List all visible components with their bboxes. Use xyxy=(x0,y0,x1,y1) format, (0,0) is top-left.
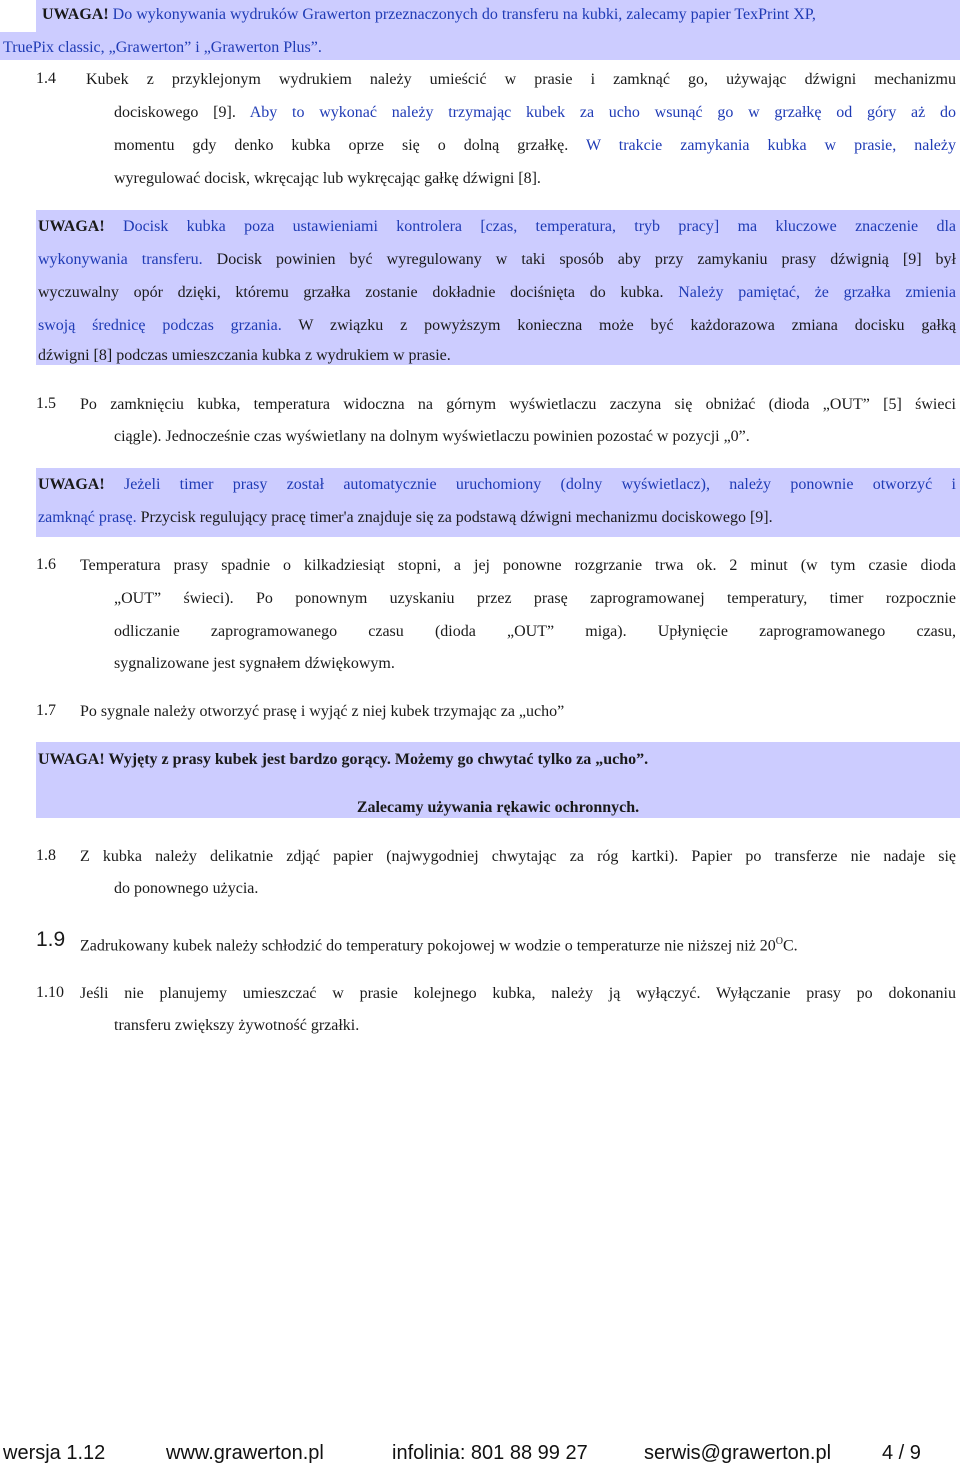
footer-page-number: 4 / 9 xyxy=(882,1442,921,1464)
footer-email-link[interactable]: serwis@grawerton.pl xyxy=(644,1442,832,1464)
section-1-10-line2: transferu zwiększy żywotność grzałki. xyxy=(114,1017,360,1034)
warning-label: UWAGA! xyxy=(42,6,109,23)
section-1-5-line1: Po zamknięciu kubka, temperatura widoczna na górnym wyświetlaczu zaczyna się obniżać (dioda „OUT” [5] świeci xyxy=(80,396,956,413)
section-1-6-line2: „OUT” świeci). Po ponownym uzyskaniu przez prasę zaprogramowanej temperatury, timer rozpocznie xyxy=(114,590,956,607)
section-1-6-line3: odliczanie zaprogramowanego czasu (dioda „OUT” miga). Upłynięcie zaprogramowanego czasu, xyxy=(114,623,956,640)
section-number: 1.5 xyxy=(36,395,56,412)
section-number: 1.4 xyxy=(36,70,56,87)
section-1-9-line1: Zadrukowany kubek należy schłodzić do temperatury pokojowej w wodzie o temperaturze nie niższej niż $20^OC$. xyxy=(80,936,798,955)
warning-timer-line1: UWAGA! Jeżeli timer prasy został automatycznie uruchomiony (dolny wyświetlacz), należy ponownie otworzyć i xyxy=(38,476,957,493)
section-1-8-line2: do ponownego użycia. xyxy=(114,880,259,897)
warning-docisk-line4: swoją średnicę podczas grzania. W związku z powyższym konieczna może być każdorazowa zmiana docisku gałką xyxy=(38,317,956,334)
warning-hot-line1: UWAGA! Wyjęty z prasy kubek jest bardzo gorący. Możemy go chwytać tylko za „ucho”. xyxy=(38,751,649,768)
section-number: 1.6 xyxy=(36,556,56,573)
section-1-6-line1: Temperatura prasy spadnie o kilkadziesiąt stopni, a jej ponowne rozgrzanie trwa ok. 2 minut (w tym czasie dioda xyxy=(80,557,956,574)
warning-hot-line2: Zalecamy używania rękawic ochronnych. xyxy=(356,799,640,816)
warning-docisk-line3: wyczuwalny opór dzięki, któremu grzałka zostanie dokładnie dociśnięta do kubka. Należy pamiętać, że grzałka zmienia xyxy=(38,284,957,301)
section-1-4-line3: momentu gdy denko kubka oprze się o dolną grzałkę. W trakcie zamykania kubka w prasie, należy xyxy=(114,137,956,154)
section-number: 1.8 xyxy=(36,847,56,864)
section-1-4-line4: wyregulować docisk, wkręcając lub wykręcając gałkę dźwigni [8]. xyxy=(114,170,541,187)
section-1-6-line4: sygnalizowane jest sygnałem dźwiękowym. xyxy=(114,655,395,672)
section-1-4-line2: dociskowego [9]. Aby to wykonać należy trzymając kubek za ucho wsunąć go w grzałkę od góry aż do xyxy=(114,104,957,121)
section-1-8-line1: Z kubka należy delikatnie zdjąć papier (najwygodniej chwytając za róg kartki). Papier po transferze nie nadaje się xyxy=(80,848,956,865)
section-number: 1.9 xyxy=(36,928,66,951)
warning-docisk-line5: dźwigni [8] podczas umieszczania kubka z wydrukiem w prasie. xyxy=(38,347,451,364)
section-1-10-line1: Jeśli nie planujemy umieszczać w prasie kolejnego kubka, należy ją wyłączyć. Wyłączanie prasy po dokonaniu xyxy=(80,985,956,1002)
section-number: 1.10 xyxy=(36,984,64,1001)
section-number: 1.7 xyxy=(36,702,56,719)
footer-website-link[interactable]: www.grawerton.pl xyxy=(166,1442,324,1464)
warning-docisk-line2: wykonywania transferu. Docisk powinien być wyregulowany w taki sposób aby przy zamykaniu prasy dźwignią [9] był xyxy=(38,251,957,268)
section-1-7-line1: Po sygnale należy otworzyć prasę i wyjąć z niej kubek trzymając za „ucho” xyxy=(80,703,565,720)
section-1-4-line1: Kubek z przyklejonym wydrukiem należy umieścić w prasie i zamknąć go, używając dźwigni mechanizmu xyxy=(86,71,956,88)
warning-paper-line1 xyxy=(42,5,956,25)
footer-version: wersja 1.12 xyxy=(3,1442,106,1464)
warning-text: Do wykonywania wydruków Grawerton przeznaczonych do transferu na kubki, zalecamy papier TexPrint XP, xyxy=(112,6,816,23)
warning-paper-line2: TruePix classic, „Grawerton” i „Grawerton Plus”. xyxy=(3,39,322,56)
warning-timer-line2: zamknąć prasę. Przycisk regulujący pracę timer'a znajduje się za podstawą dźwigni mechanizmu dociskowego [9]. xyxy=(38,509,773,526)
section-1-5-line2: ciągle). Jednocześnie czas wyświetlany na dolnym wyświetlaczu powinien pozostać w pozycji „0”. xyxy=(114,428,750,445)
warning-docisk-line1: UWAGA! Docisk kubka poza ustawieniami kontrolera [czas, temperatura, tryb pracy] ma kluczowe znaczenie dla xyxy=(38,218,957,235)
footer-infoline: infolinia: 801 88 99 27 xyxy=(392,1442,588,1464)
